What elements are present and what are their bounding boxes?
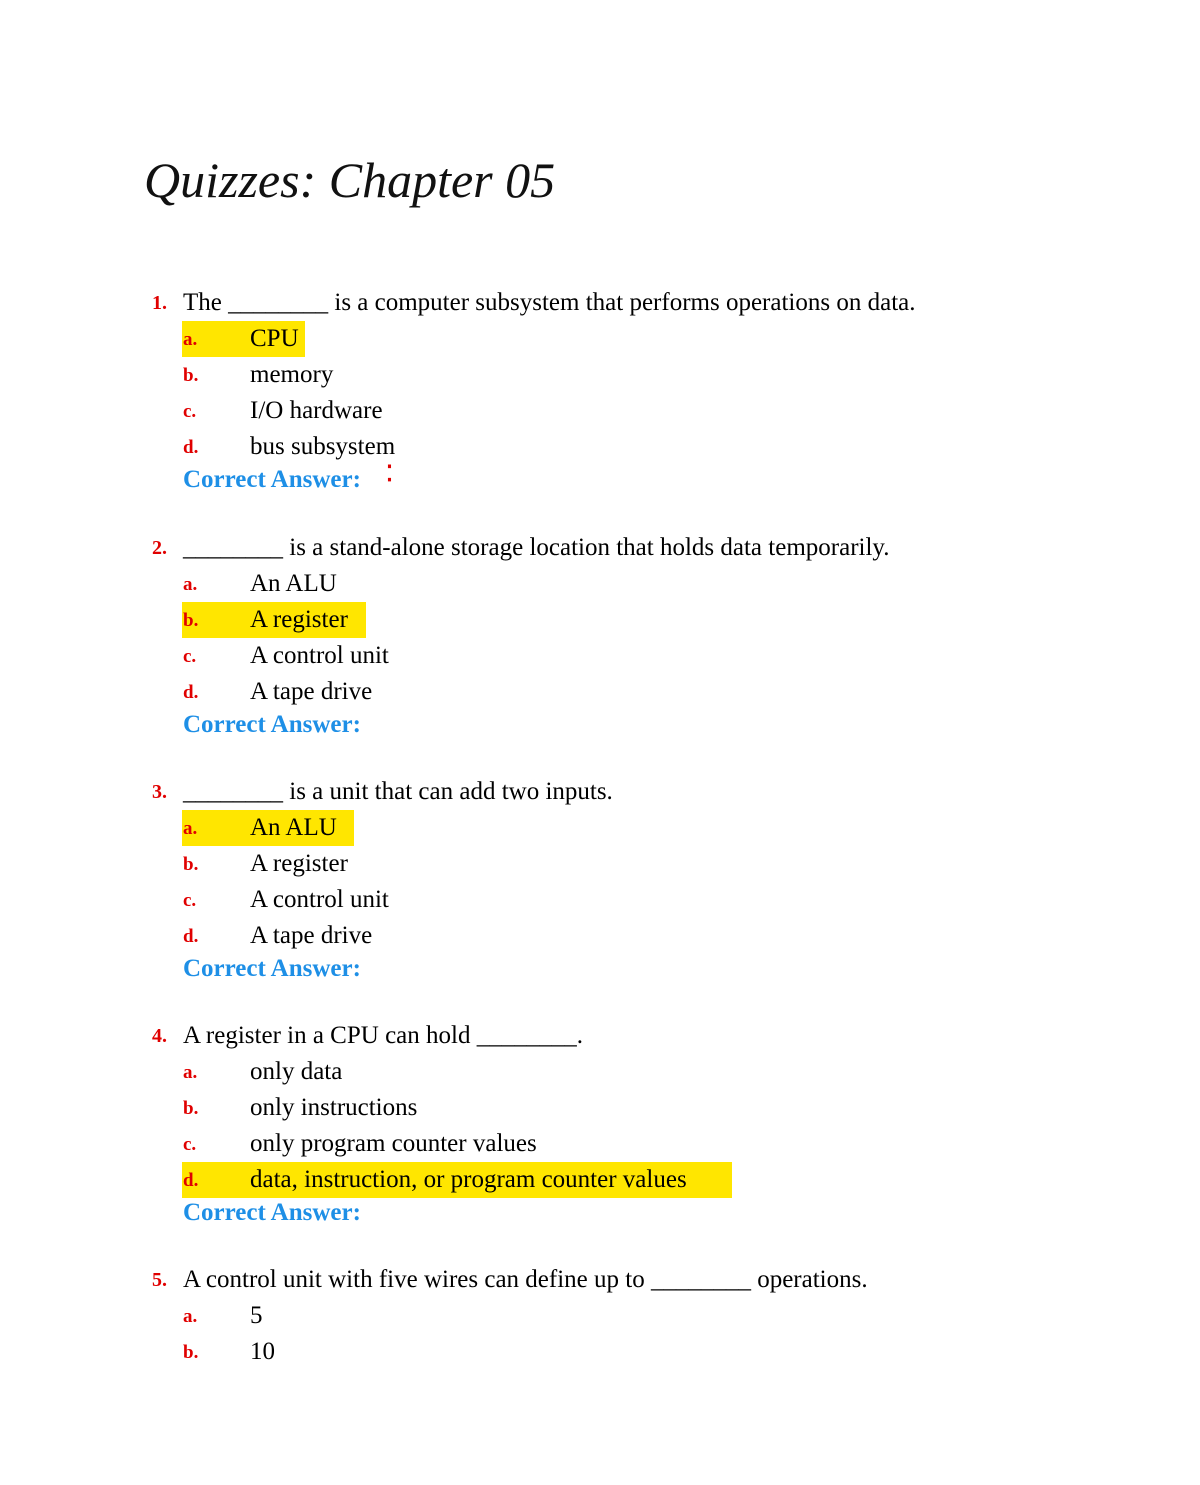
question-2 bbox=[152, 530, 1132, 744]
option-a bbox=[152, 566, 1132, 602]
option-a bbox=[152, 810, 1132, 846]
option-b bbox=[152, 846, 1132, 882]
correct-answer-line bbox=[152, 710, 1132, 744]
option-letter: b. bbox=[183, 610, 199, 631]
question-number: 3. bbox=[152, 781, 167, 803]
option-letter: c. bbox=[183, 1134, 197, 1155]
correct-answer-line bbox=[152, 1198, 1132, 1232]
question-5 bbox=[152, 1262, 1132, 1370]
question-stem bbox=[152, 774, 1132, 810]
option-letter: b. bbox=[183, 1098, 199, 1119]
correct-answer-label: Correct Answer: bbox=[183, 711, 361, 738]
question-1 bbox=[152, 285, 1132, 499]
option-letter: b. bbox=[183, 365, 199, 386]
option-text: memory bbox=[250, 361, 334, 388]
question-stem bbox=[152, 285, 1132, 321]
correct-answer-line bbox=[152, 954, 1132, 988]
option-b bbox=[152, 602, 1132, 638]
question-text: ________ is a stand-alone storage location that holds data temporarily. bbox=[183, 534, 890, 561]
question-number: 4. bbox=[152, 1025, 167, 1047]
option-text: A register bbox=[250, 606, 348, 633]
option-letter: a. bbox=[183, 1062, 198, 1083]
option-text: bus subsystem bbox=[250, 433, 396, 460]
option-text: A tape drive bbox=[250, 678, 373, 705]
question-4 bbox=[152, 1018, 1132, 1232]
question-3 bbox=[152, 774, 1132, 988]
option-letter: c. bbox=[183, 646, 197, 667]
option-text: 10 bbox=[250, 1338, 275, 1365]
question-number: 2. bbox=[152, 537, 167, 559]
question-stem bbox=[152, 1262, 1132, 1298]
correct-answer-line bbox=[152, 461, 1132, 499]
option-letter: c. bbox=[183, 401, 197, 422]
option-text: only instructions bbox=[250, 1094, 418, 1121]
option-letter: a. bbox=[183, 329, 198, 350]
option-a bbox=[152, 321, 1132, 357]
correct-answer-label: Correct Answer: bbox=[183, 955, 361, 982]
correct-answer-label: Correct Answer: bbox=[183, 1199, 361, 1226]
option-d bbox=[152, 918, 1132, 954]
option-text: A register bbox=[250, 850, 348, 877]
option-letter: a. bbox=[183, 574, 198, 595]
option-text: An ALU bbox=[250, 814, 337, 841]
option-letter: d. bbox=[183, 682, 199, 703]
option-text: A control unit bbox=[250, 886, 389, 913]
question-text: A register in a CPU can hold ________. bbox=[183, 1022, 583, 1049]
question-number: 5. bbox=[152, 1269, 167, 1291]
question-text: ________ is a unit that can add two inputs. bbox=[183, 778, 613, 805]
option-c bbox=[152, 1126, 1132, 1162]
question-stem bbox=[152, 530, 1132, 566]
option-letter: b. bbox=[183, 854, 199, 875]
option-text: only data bbox=[250, 1058, 343, 1085]
option-text: CPU bbox=[250, 325, 299, 352]
option-b bbox=[152, 1334, 1132, 1370]
page-title: Quizzes: Chapter 05 bbox=[144, 152, 556, 208]
option-c bbox=[152, 638, 1132, 674]
option-d bbox=[152, 1162, 1132, 1198]
option-text: 5 bbox=[250, 1302, 263, 1329]
option-a bbox=[152, 1054, 1132, 1090]
question-text: The ________ is a computer subsystem that performs operations on data. bbox=[183, 289, 916, 316]
option-text: only program counter values bbox=[250, 1130, 537, 1157]
option-letter: d. bbox=[183, 926, 199, 947]
option-b bbox=[152, 357, 1132, 393]
option-letter: d. bbox=[183, 1170, 199, 1191]
option-c bbox=[152, 882, 1132, 918]
option-c bbox=[152, 393, 1132, 429]
question-stem bbox=[152, 1018, 1132, 1054]
option-text: A control unit bbox=[250, 642, 389, 669]
question-number: 1. bbox=[152, 292, 167, 314]
option-d bbox=[152, 429, 1132, 465]
option-letter: b. bbox=[183, 1342, 199, 1363]
option-letter: a. bbox=[183, 1306, 198, 1327]
stray-mark: ⁚ bbox=[386, 461, 393, 486]
correct-answer-label: Correct Answer: bbox=[183, 466, 361, 493]
question-text: A control unit with five wires can define up to ________ operations. bbox=[183, 1266, 868, 1293]
option-text: I/O hardware bbox=[250, 397, 383, 424]
option-text: A tape drive bbox=[250, 922, 373, 949]
option-d bbox=[152, 674, 1132, 710]
option-text: data, instruction, or program counter values bbox=[250, 1166, 687, 1193]
option-letter: d. bbox=[183, 437, 199, 458]
option-text: An ALU bbox=[250, 570, 337, 597]
option-letter: c. bbox=[183, 890, 197, 911]
option-letter: a. bbox=[183, 818, 198, 839]
option-a bbox=[152, 1298, 1132, 1334]
option-b bbox=[152, 1090, 1132, 1126]
